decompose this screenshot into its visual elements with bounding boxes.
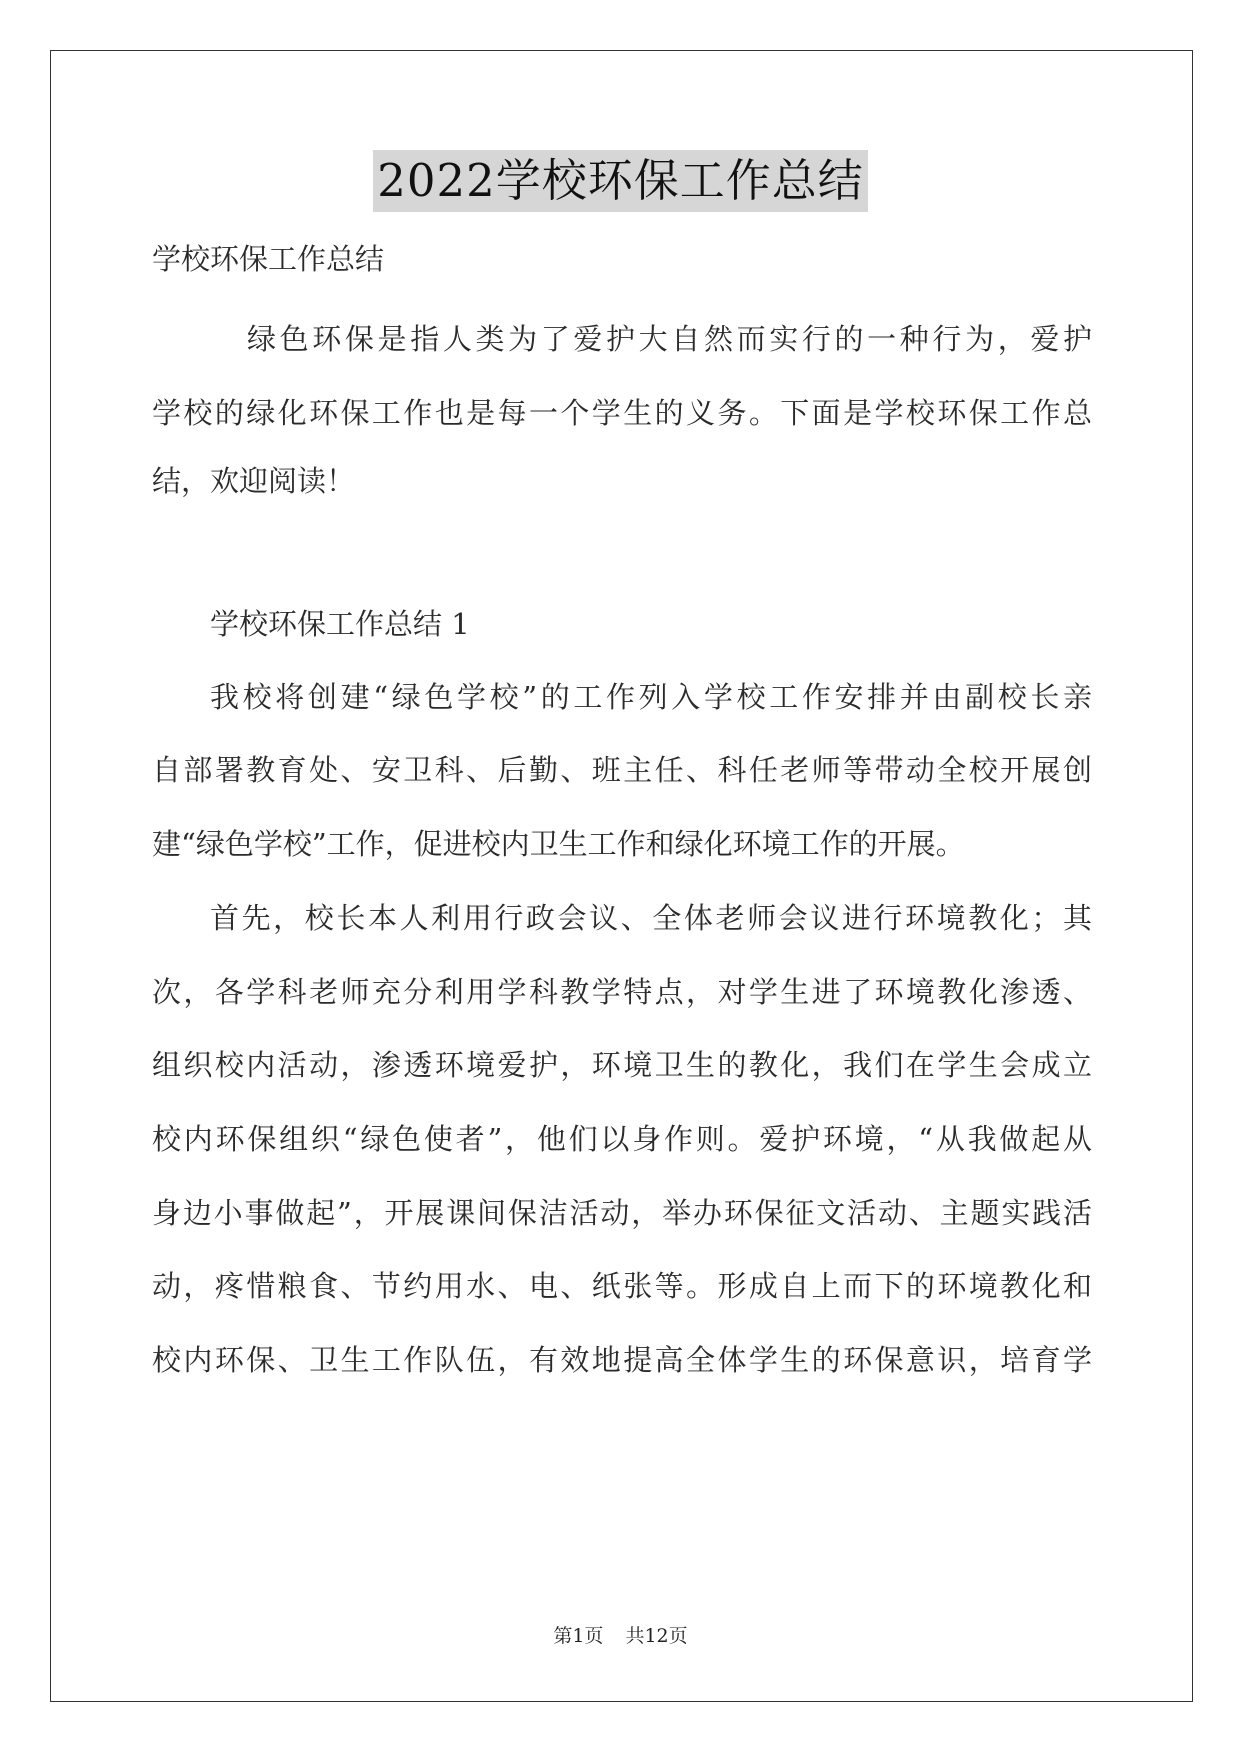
paragraph-line: 次，各学科老师充分利用学科教学特点，对学生进了环境教化渗透、: [152, 975, 1092, 1009]
title-container: [0, 150, 1241, 212]
paragraph-line: 首先，校长本人利用行政会议、全体老师会议进行环境教化；其: [210, 901, 1092, 935]
paragraph-line: 组织校内活动，渗透环境爱护，环境卫生的教化，我们在学生会成立: [152, 1048, 1092, 1082]
paragraph-line: 自部署教育处、安卫科、后勤、班主任、科任老师等带动全校开展创: [152, 753, 1092, 787]
page-border: [50, 50, 1193, 1702]
subtitle: 学校环保工作总结: [152, 242, 385, 276]
page-footer: [0, 1622, 1241, 1650]
document-title: 2022学校环保工作总结: [373, 150, 868, 212]
page-number-total: 共12页: [625, 1625, 688, 1647]
paragraph-line: 绿色环保是指人类为了爱护大自然而实行的一种行为，爱护: [247, 322, 1092, 356]
section-heading: 学校环保工作总结 1: [210, 607, 470, 641]
paragraph-line: 校内环保、卫生工作队伍，有效地提高全体学生的环保意识，培育学: [152, 1343, 1092, 1377]
paragraph-line: 结，欢迎阅读！: [152, 464, 356, 498]
paragraph-line: 学校的绿化环保工作也是每一个学生的义务。下面是学校环保工作总: [152, 396, 1092, 430]
paragraph-line: 校内环保组织“绿色使者”，他们以身作则。爱护环境，“从我做起从: [152, 1122, 1092, 1156]
page-number-current: 第1页: [553, 1625, 604, 1647]
paragraph-line: 身边小事做起”，开展课间保洁活动，举办环保征文活动、主题实践活: [152, 1196, 1092, 1230]
paragraph-line: 动，疼惜粮食、节约用水、电、纸张等。形成自上而下的环境教化和: [152, 1269, 1092, 1303]
paragraph-line: 建“绿色学校”工作，促进校内卫生工作和绿化环境工作的开展。: [152, 827, 965, 861]
paragraph-line: 我校将创建“绿色学校”的工作列入学校工作安排并由副校长亲: [210, 680, 1092, 714]
